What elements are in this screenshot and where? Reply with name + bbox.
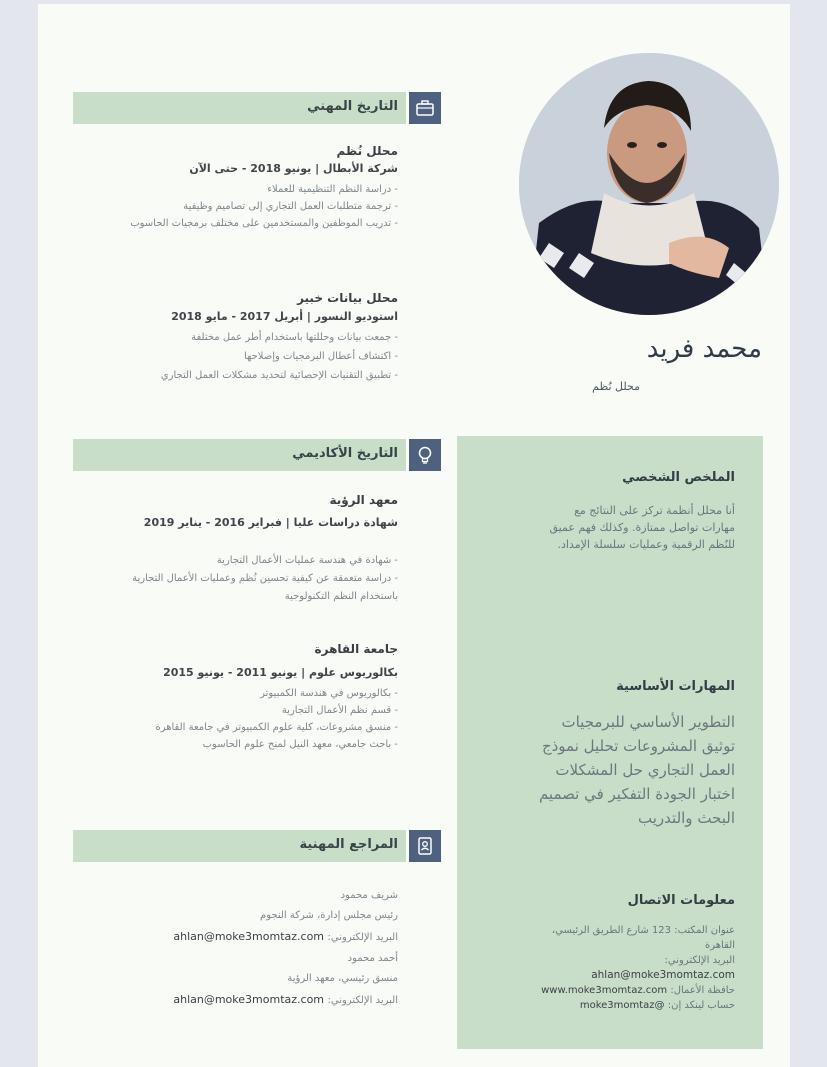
- side-panel: [457, 436, 763, 1049]
- references-section-header: [73, 830, 441, 862]
- contact-linkedin-label: حساب لينكد إن:: [667, 1000, 735, 1011]
- summary-line: أنا محلل أنظمة تركز على النتائج مع: [574, 504, 735, 517]
- academic-entry-subtitle: شهادة دراسات عليا | فبراير 2016 - يناير 2019: [143, 516, 398, 529]
- career-bullet: - تطبيق التقنيات الإحصائية لتحديد مشكلات العمل التجاري: [160, 370, 398, 381]
- academic-bullet: - دراسة متعمقة عن كيفية تحسين نُظم وعمليات الأعمال التجارية: [132, 573, 398, 584]
- career-entry-title: محلل بيانات خبير: [297, 291, 398, 305]
- academic-bullet: - شهادة في هندسة عمليات الأعمال التجارية: [216, 555, 398, 566]
- career-bullet: - اكتشاف أعطال البرمجيات وإصلاحها: [243, 351, 398, 362]
- summary-heading: الملخص الشخصي: [622, 470, 735, 485]
- reference-name: شريف محمود: [340, 890, 398, 901]
- contact-address: عنوان المكتب: 123 شارع الطريق الرئيسي،: [551, 925, 735, 936]
- reference-email-label: البريد الإلكتروني:: [327, 932, 398, 943]
- academic-bullet: باستخدام النظم التكنولوجية: [284, 591, 398, 602]
- resume-page: [38, 4, 790, 1067]
- skill-line: العمل التجاري حل المشكلات: [555, 761, 735, 779]
- reference-email-line: [173, 930, 398, 943]
- briefcase-icon: [409, 92, 441, 124]
- contact-heading: معلومات الاتصال: [627, 893, 735, 908]
- skills-list: [505, 710, 735, 830]
- academic-bullet: - قسم نظم الأعمال التجارية: [281, 705, 398, 716]
- references-heading: المراجع المهنية: [299, 837, 398, 852]
- academic-bullet: - بكالوريوس في هندسة الكمبيوتر: [260, 688, 398, 699]
- career-entry-subtitle: شركة الأبطال | يونيو 2018 - حتى الآن: [189, 162, 398, 175]
- contact-email-label: البريد الإلكتروني:: [664, 955, 735, 966]
- reference-email[interactable]: ahlan@moke3momtaz.com: [173, 993, 325, 1006]
- academic-entry-title: جامعة القاهرة: [314, 642, 398, 656]
- reference-email-line: [173, 993, 398, 1006]
- reference-role: منسق رئيسي، معهد الرؤية: [287, 973, 398, 984]
- career-bullet: - ترجمة متطلبات العمل التجاري إلى تصاميم وظيفية: [183, 201, 398, 212]
- academic-bullet: - منسق مشروعات، كلية علوم الكمبيوتر في جامعة القاهرة: [155, 722, 398, 733]
- person-name: محمد فريد: [646, 334, 762, 364]
- career-entry-subtitle: استوديو النسور | أبريل 2017 - مايو 2018: [171, 310, 398, 323]
- academic-entry-subtitle: بكالوريوس علوم | يونيو 2011 - يونيو 2015: [163, 666, 398, 679]
- academic-section-header: [73, 439, 441, 471]
- academic-heading: التاريخ الأكاديمي: [292, 446, 398, 461]
- career-bullet: - تدريب الموظفين والمستخدمين على مختلف برمجيات الحاسوب: [130, 218, 398, 229]
- contact-info: [505, 923, 735, 1013]
- contact-linkedin[interactable]: @moke3momtaz: [579, 1000, 665, 1011]
- summary-text: [495, 502, 735, 553]
- contact-portfolio[interactable]: www.moke3momtaz.com: [541, 985, 668, 996]
- lightbulb-icon: [409, 439, 441, 471]
- skill-line: توثيق المشروعات تحليل نموذج: [541, 737, 735, 755]
- reference-name: أحمد محمود: [347, 953, 398, 964]
- academic-bullet: - باحث جامعي، معهد النيل لمنح علوم الحاسوب: [202, 739, 398, 750]
- skill-line: اختبار الجودة التفكير في تصميم: [538, 785, 735, 803]
- summary-line: مهارات تواصل ممتازة. وكذلك فهم عميق: [549, 521, 735, 534]
- address-book-icon: [409, 830, 441, 862]
- summary-line: للنُظم الرقمية وعمليات سلسلة الإمداد.: [557, 538, 735, 551]
- contact-email[interactable]: ahlan@moke3momtaz.com: [591, 969, 735, 981]
- reference-email[interactable]: ahlan@moke3momtaz.com: [173, 930, 325, 943]
- contact-portfolio-label: حافظة الأعمال:: [670, 985, 735, 996]
- profile-photo: [519, 53, 779, 315]
- reference-role: رئيس مجلس إدارة، شركة النجوم: [260, 910, 398, 921]
- skill-line: البحث والتدريب: [638, 809, 735, 827]
- academic-entry-title: معهد الرؤية: [329, 493, 398, 507]
- career-section-header: [73, 92, 441, 124]
- career-entry-title: محلل نُظم: [336, 144, 398, 158]
- career-bullet: - دراسة النظم التنظيمية للعملاء: [267, 184, 398, 195]
- career-heading: التاريخ المهني: [307, 99, 398, 114]
- contact-city: القاهرة: [705, 940, 735, 951]
- career-bullet: - جمعت بيانات وحللتها باستخدام أطر عمل مختلفة: [191, 332, 398, 343]
- person-job-title: محلل نُظم: [592, 380, 640, 393]
- skills-heading: المهارات الأساسية: [616, 679, 735, 694]
- skill-line: التطوير الأساسي للبرمجيات: [561, 713, 735, 731]
- reference-email-label: البريد الإلكتروني:: [327, 995, 398, 1006]
